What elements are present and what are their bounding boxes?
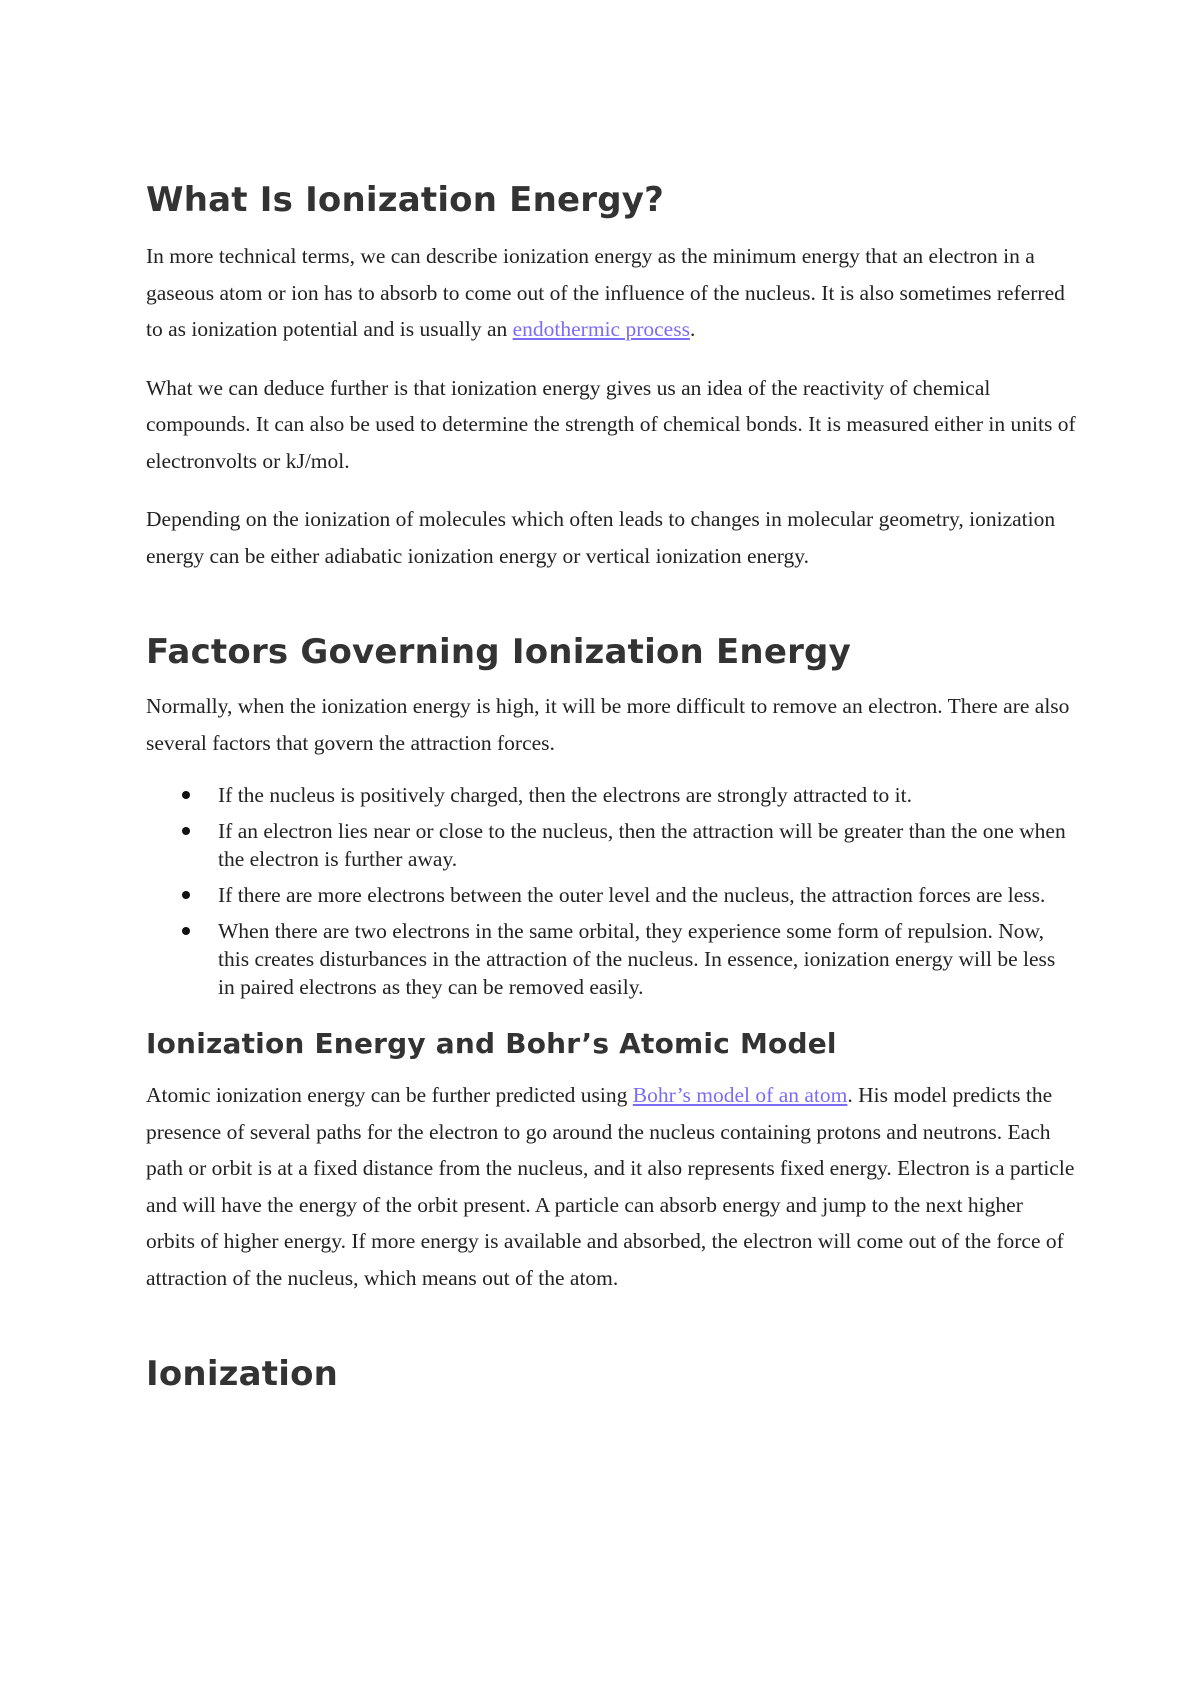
- heading-bohr-atomic-model: Ionization Energy and Bohr’s Atomic Model: [146, 1027, 837, 1060]
- document-content: [146, 178, 1076, 1396]
- paragraph-definition: [146, 238, 1076, 348]
- bullet-dot-icon: [182, 791, 190, 799]
- list-item-text: When there are two electrons in the same orbital, they experience some form of repulsion. Now, this creates disturbances in the attraction of the nucleus. In essence, ionization energy will be less in paired electrons as they can be removed easily.: [218, 919, 1056, 999]
- paragraph-definition-text: In more technical terms, we can describe ionization energy as the minimum energy that an electron in a gaseous atom or ion has to absorb to come out of the influence of the nucleus. It is also sometimes referred to as ionization potential and is usually an: [146, 244, 1065, 341]
- paragraph-molecular-geometry: Depending on the ionization of molecules which often leads to changes in molecular geometry, ionization energy can be either adiabatic ionization energy or vertical ionization energy.: [146, 507, 1056, 568]
- list-item: [146, 881, 1076, 909]
- heading-ionization: Ionization: [146, 1354, 339, 1394]
- list-item: [146, 917, 1076, 1001]
- bullet-dot-icon: [182, 927, 190, 935]
- paragraph-bohr-end: . His model predicts the presence of several paths for the electron to go around the nucleus containing protons and neutrons. Each path or orbit is at a fixed distance from the nucleus, and it also represents fixed energy. Electron is a particle and will have the energy of the orbit present. A particle can absorb energy and jump to the next higher orbits of higher energy. If more energy is available and absorbed, the electron will come out of the force of attraction of the nucleus, which means out of the atom.: [146, 1083, 1075, 1290]
- paragraph-factors-intro: Normally, when the ionization energy is high, it will be more difficult to remove an electron. There are also several factors that govern the attraction forces.: [146, 694, 1070, 755]
- paragraph-bohr-start: Atomic ionization energy can be further predicted using: [146, 1083, 633, 1107]
- factors-bullet-list: [146, 781, 1076, 1001]
- list-item: [146, 781, 1076, 809]
- list-item-text: If an electron lies near or close to the nucleus, then the attraction will be greater than the one when the electron is further away.: [218, 819, 1066, 871]
- list-item-text: If there are more electrons between the outer level and the nucleus, the attraction forces are less.: [218, 883, 1046, 907]
- heading-factors-governing: Factors Governing Ionization Energy: [146, 632, 851, 672]
- bohr-model-link[interactable]: Bohr’s model of an atom: [632, 1083, 848, 1107]
- list-item-text: If the nucleus is positively charged, then the electrons are strongly attracted to it.: [218, 783, 912, 807]
- paragraph-bohr-model: [146, 1077, 1076, 1296]
- bullet-dot-icon: [182, 891, 190, 899]
- heading-what-is-ionization-energy: What Is Ionization Energy?: [146, 180, 665, 220]
- paragraph-definition-end: .: [689, 317, 696, 341]
- list-item: [146, 817, 1076, 873]
- endothermic-process-link[interactable]: endothermic process: [512, 317, 690, 341]
- paragraph-reactivity: What we can deduce further is that ionization energy gives us an idea of the reactivity of chemical compounds. It can also be used to determine the strength of chemical bonds. It is measured either in units of electronvolts or kJ/mol.: [146, 375, 1076, 473]
- bullet-dot-icon: [182, 827, 190, 835]
